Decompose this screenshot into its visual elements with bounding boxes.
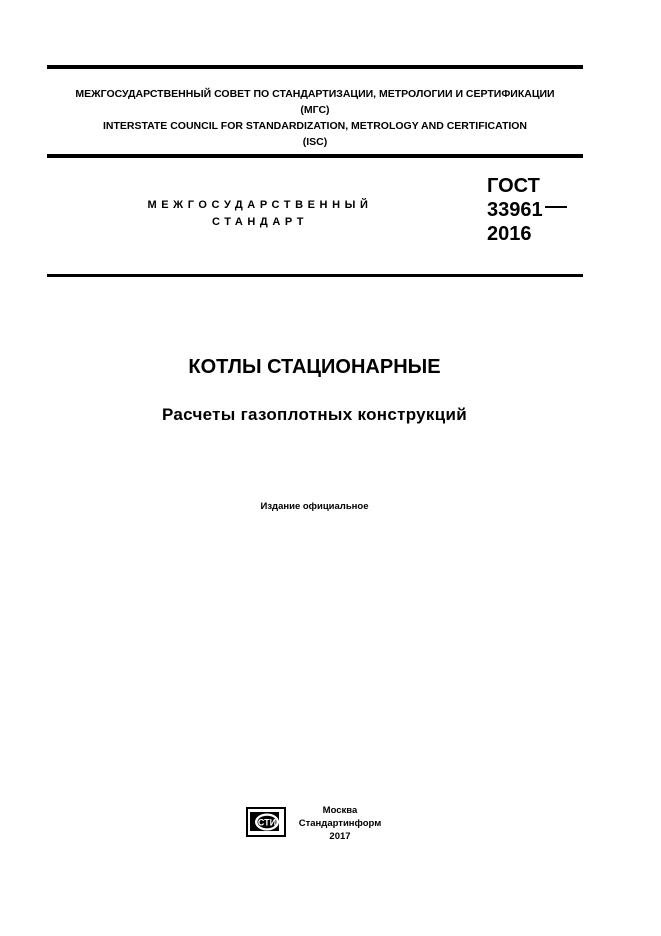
document-subtitle: Расчеты газоплотных конструкций bbox=[162, 405, 467, 424]
gost-number-line bbox=[487, 198, 567, 222]
gost-dash bbox=[545, 206, 567, 208]
header-divider bbox=[47, 154, 583, 158]
gost-number: 33961 bbox=[487, 199, 543, 221]
edition-note: Издание официальное bbox=[260, 501, 369, 512]
top-rule bbox=[47, 65, 583, 69]
council-ru-name: МЕЖГОСУДАРСТВЕННЫЙ СОВЕТ ПО СТАНДАРТИЗАЦИИ, МЕТРОЛОГИИ И СЕРТИФИКАЦИИ bbox=[75, 88, 555, 100]
standard-divider bbox=[47, 274, 583, 277]
standartinform-logo-icon bbox=[246, 807, 286, 837]
council-en-abbr: (ISC) bbox=[302, 136, 328, 148]
publisher-block bbox=[290, 804, 390, 843]
council-ru-abbr: (МГС) bbox=[300, 104, 330, 116]
gost-label: ГОСТ bbox=[487, 175, 540, 197]
publisher-name: Стандартинформ bbox=[298, 818, 382, 829]
gost-year: 2016 bbox=[487, 223, 532, 245]
gost-designation bbox=[487, 174, 567, 246]
council-en-name: INTERSTATE COUNCIL FOR STANDARDIZATION, METROLOGY AND CERTIFICATION bbox=[102, 120, 528, 132]
council-header bbox=[47, 86, 583, 150]
standard-label bbox=[120, 197, 400, 231]
publisher-year: 2017 bbox=[329, 831, 351, 842]
standard-label-line1: МЕЖГОСУДАРСТВЕННЫЙ bbox=[147, 199, 373, 211]
svg-text:СТИ: СТИ bbox=[257, 817, 277, 828]
standard-label-line2: СТАНДАРТ bbox=[211, 216, 309, 228]
document-title: КОТЛЫ СТАЦИОНАРНЫЕ bbox=[188, 356, 441, 378]
publisher-city: Москва bbox=[322, 805, 358, 816]
